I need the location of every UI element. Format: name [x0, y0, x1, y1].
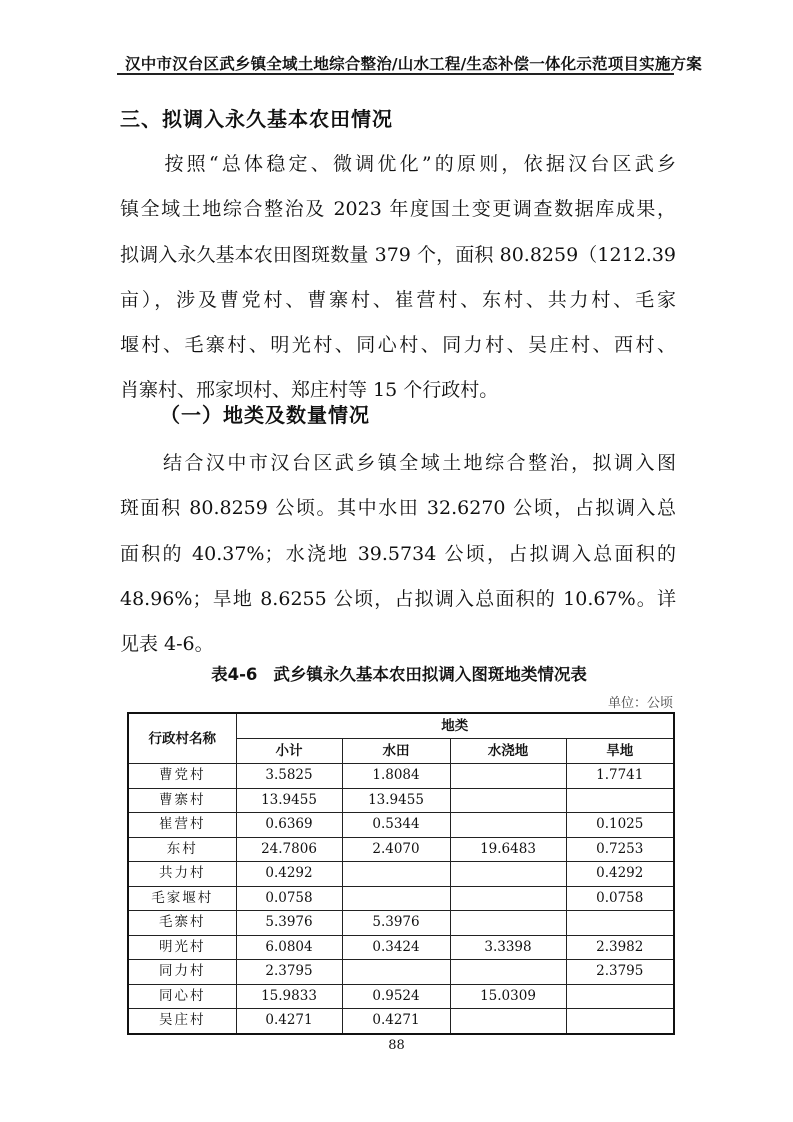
header-paddy: 水田 — [342, 739, 450, 764]
cell-subtotal: 0.4292 — [236, 862, 342, 887]
cell-paddy: 0.3424 — [342, 935, 450, 960]
paragraph-intro — [120, 142, 676, 414]
cell-irrigated — [450, 788, 566, 813]
header-subtotal: 小计 — [236, 739, 342, 764]
table-row — [128, 935, 674, 960]
cell-name: 同心村 — [128, 984, 236, 1009]
paragraph-line: 斑面积 80.8259 公顷。其中水田 32.6270 公顷，占拟调入总 — [120, 497, 676, 520]
cell-name: 明光村 — [128, 935, 236, 960]
cell-dry — [566, 984, 674, 1009]
paragraph-line: 见表 4-6。 — [120, 633, 214, 656]
cell-irrigated: 3.3398 — [450, 935, 566, 960]
paragraph-line: 亩），涉及曹党村、曹寨村、崔营村、东村、共力村、毛家 — [120, 288, 676, 311]
table-row — [128, 911, 674, 936]
cell-paddy — [342, 886, 450, 911]
cell-name: 吴庄村 — [128, 1009, 236, 1034]
paragraph-line: 肖寨村、邢家坝村、郑庄村等 15 个行政村。 — [120, 379, 499, 402]
cell-paddy: 2.4070 — [342, 837, 450, 862]
cell-paddy: 1.8084 — [342, 764, 450, 789]
cell-subtotal: 0.6369 — [236, 813, 342, 838]
cell-dry: 0.0758 — [566, 886, 674, 911]
cell-irrigated — [450, 1009, 566, 1034]
paragraph-line: 堰村、毛寨村、明光村、同心村、同力村、吴庄村、西村、 — [120, 334, 676, 357]
cell-dry: 1.7741 — [566, 764, 674, 789]
cell-subtotal: 3.5825 — [236, 764, 342, 789]
cell-irrigated — [450, 813, 566, 838]
cell-paddy: 0.4271 — [342, 1009, 450, 1034]
cell-paddy — [342, 960, 450, 985]
cell-name: 曹寨村 — [128, 788, 236, 813]
cell-subtotal: 15.9833 — [236, 984, 342, 1009]
cell-name: 同力村 — [128, 960, 236, 985]
cell-irrigated — [450, 960, 566, 985]
cell-irrigated — [450, 764, 566, 789]
cell-dry: 0.1025 — [566, 813, 674, 838]
cell-dry: 0.7253 — [566, 837, 674, 862]
table-row — [128, 837, 674, 862]
cell-paddy: 0.9524 — [342, 984, 450, 1009]
header-irrigated: 水浇地 — [450, 739, 566, 764]
cell-name: 曹党村 — [128, 764, 236, 789]
cell-dry — [566, 788, 674, 813]
table-row — [128, 862, 674, 887]
cell-name: 毛寨村 — [128, 911, 236, 936]
cell-paddy: 0.5344 — [342, 813, 450, 838]
cell-subtotal: 5.3976 — [236, 911, 342, 936]
running-header: 汉中市汉台区武乡镇全域土地综合整治/山水工程/生态补偿一体化示范项目实施方案 — [125, 55, 702, 73]
section-heading: 三、拟调入永久基本农田情况 — [120, 107, 393, 131]
cell-name: 崔营村 — [128, 813, 236, 838]
cell-paddy: 13.9455 — [342, 788, 450, 813]
table-row — [128, 764, 674, 789]
table-row — [128, 788, 674, 813]
subsection-heading: （一）地类及数量情况 — [160, 403, 370, 427]
cell-name: 毛家堰村 — [128, 886, 236, 911]
table-caption-number: 表4-6 — [211, 665, 258, 684]
cell-subtotal: 0.0758 — [236, 886, 342, 911]
cell-name: 共力村 — [128, 862, 236, 887]
cell-subtotal: 2.3795 — [236, 960, 342, 985]
cell-irrigated: 19.6483 — [450, 837, 566, 862]
paragraph-land-types — [120, 441, 676, 667]
cell-irrigated — [450, 862, 566, 887]
cell-dry — [566, 911, 674, 936]
table-row — [128, 984, 674, 1009]
cell-subtotal: 0.4271 — [236, 1009, 342, 1034]
cell-dry: 2.3795 — [566, 960, 674, 985]
paragraph-line: 按照“总体稳定、微调优化”的原则，依据汉台区武乡 — [120, 153, 676, 175]
table-row — [128, 1009, 674, 1034]
cell-irrigated — [450, 886, 566, 911]
table-caption — [125, 661, 673, 685]
paragraph-line: 镇全域土地综合整治及 2023 年度国土变更调查数据库成果， — [120, 198, 676, 221]
header-land-type-group: 地类 — [236, 713, 674, 739]
page-number: 88 — [388, 1038, 405, 1053]
cell-dry: 0.4292 — [566, 862, 674, 887]
paragraph-line: 拟调入永久基本农田图斑数量 379 个，面积 80.8259（1212.39 — [120, 243, 676, 266]
table-unit: 单位：公顷 — [607, 696, 673, 711]
cell-subtotal: 24.7806 — [236, 837, 342, 862]
cell-paddy: 5.3976 — [342, 911, 450, 936]
table-row — [128, 886, 674, 911]
header-village-name: 行政村名称 — [128, 713, 236, 764]
header-dry: 旱地 — [566, 739, 674, 764]
paragraph-line: 结合汉中市汉台区武乡镇全域土地综合整治，拟调入图 — [120, 452, 676, 474]
table-row — [128, 813, 674, 838]
cell-subtotal: 6.0804 — [236, 935, 342, 960]
table-body — [128, 764, 674, 1034]
table-row — [128, 960, 674, 985]
cell-name: 东村 — [128, 837, 236, 862]
cell-dry — [566, 1009, 674, 1034]
header-rule — [117, 73, 674, 75]
cell-subtotal: 13.9455 — [236, 788, 342, 813]
paragraph-line: 面积的 40.37%；水浇地 39.5734 公顷，占拟调入总面积的 — [120, 542, 676, 565]
table-caption-title: 武乡镇永久基本农田拟调入图斑地类情况表 — [273, 665, 587, 684]
cell-paddy — [342, 862, 450, 887]
cell-dry: 2.3982 — [566, 935, 674, 960]
paragraph-line: 48.96%；旱地 8.6255 公顷，占拟调入总面积的 10.67%。详 — [120, 587, 676, 610]
cell-irrigated — [450, 911, 566, 936]
land-type-table — [127, 712, 675, 1035]
cell-irrigated: 15.0309 — [450, 984, 566, 1009]
